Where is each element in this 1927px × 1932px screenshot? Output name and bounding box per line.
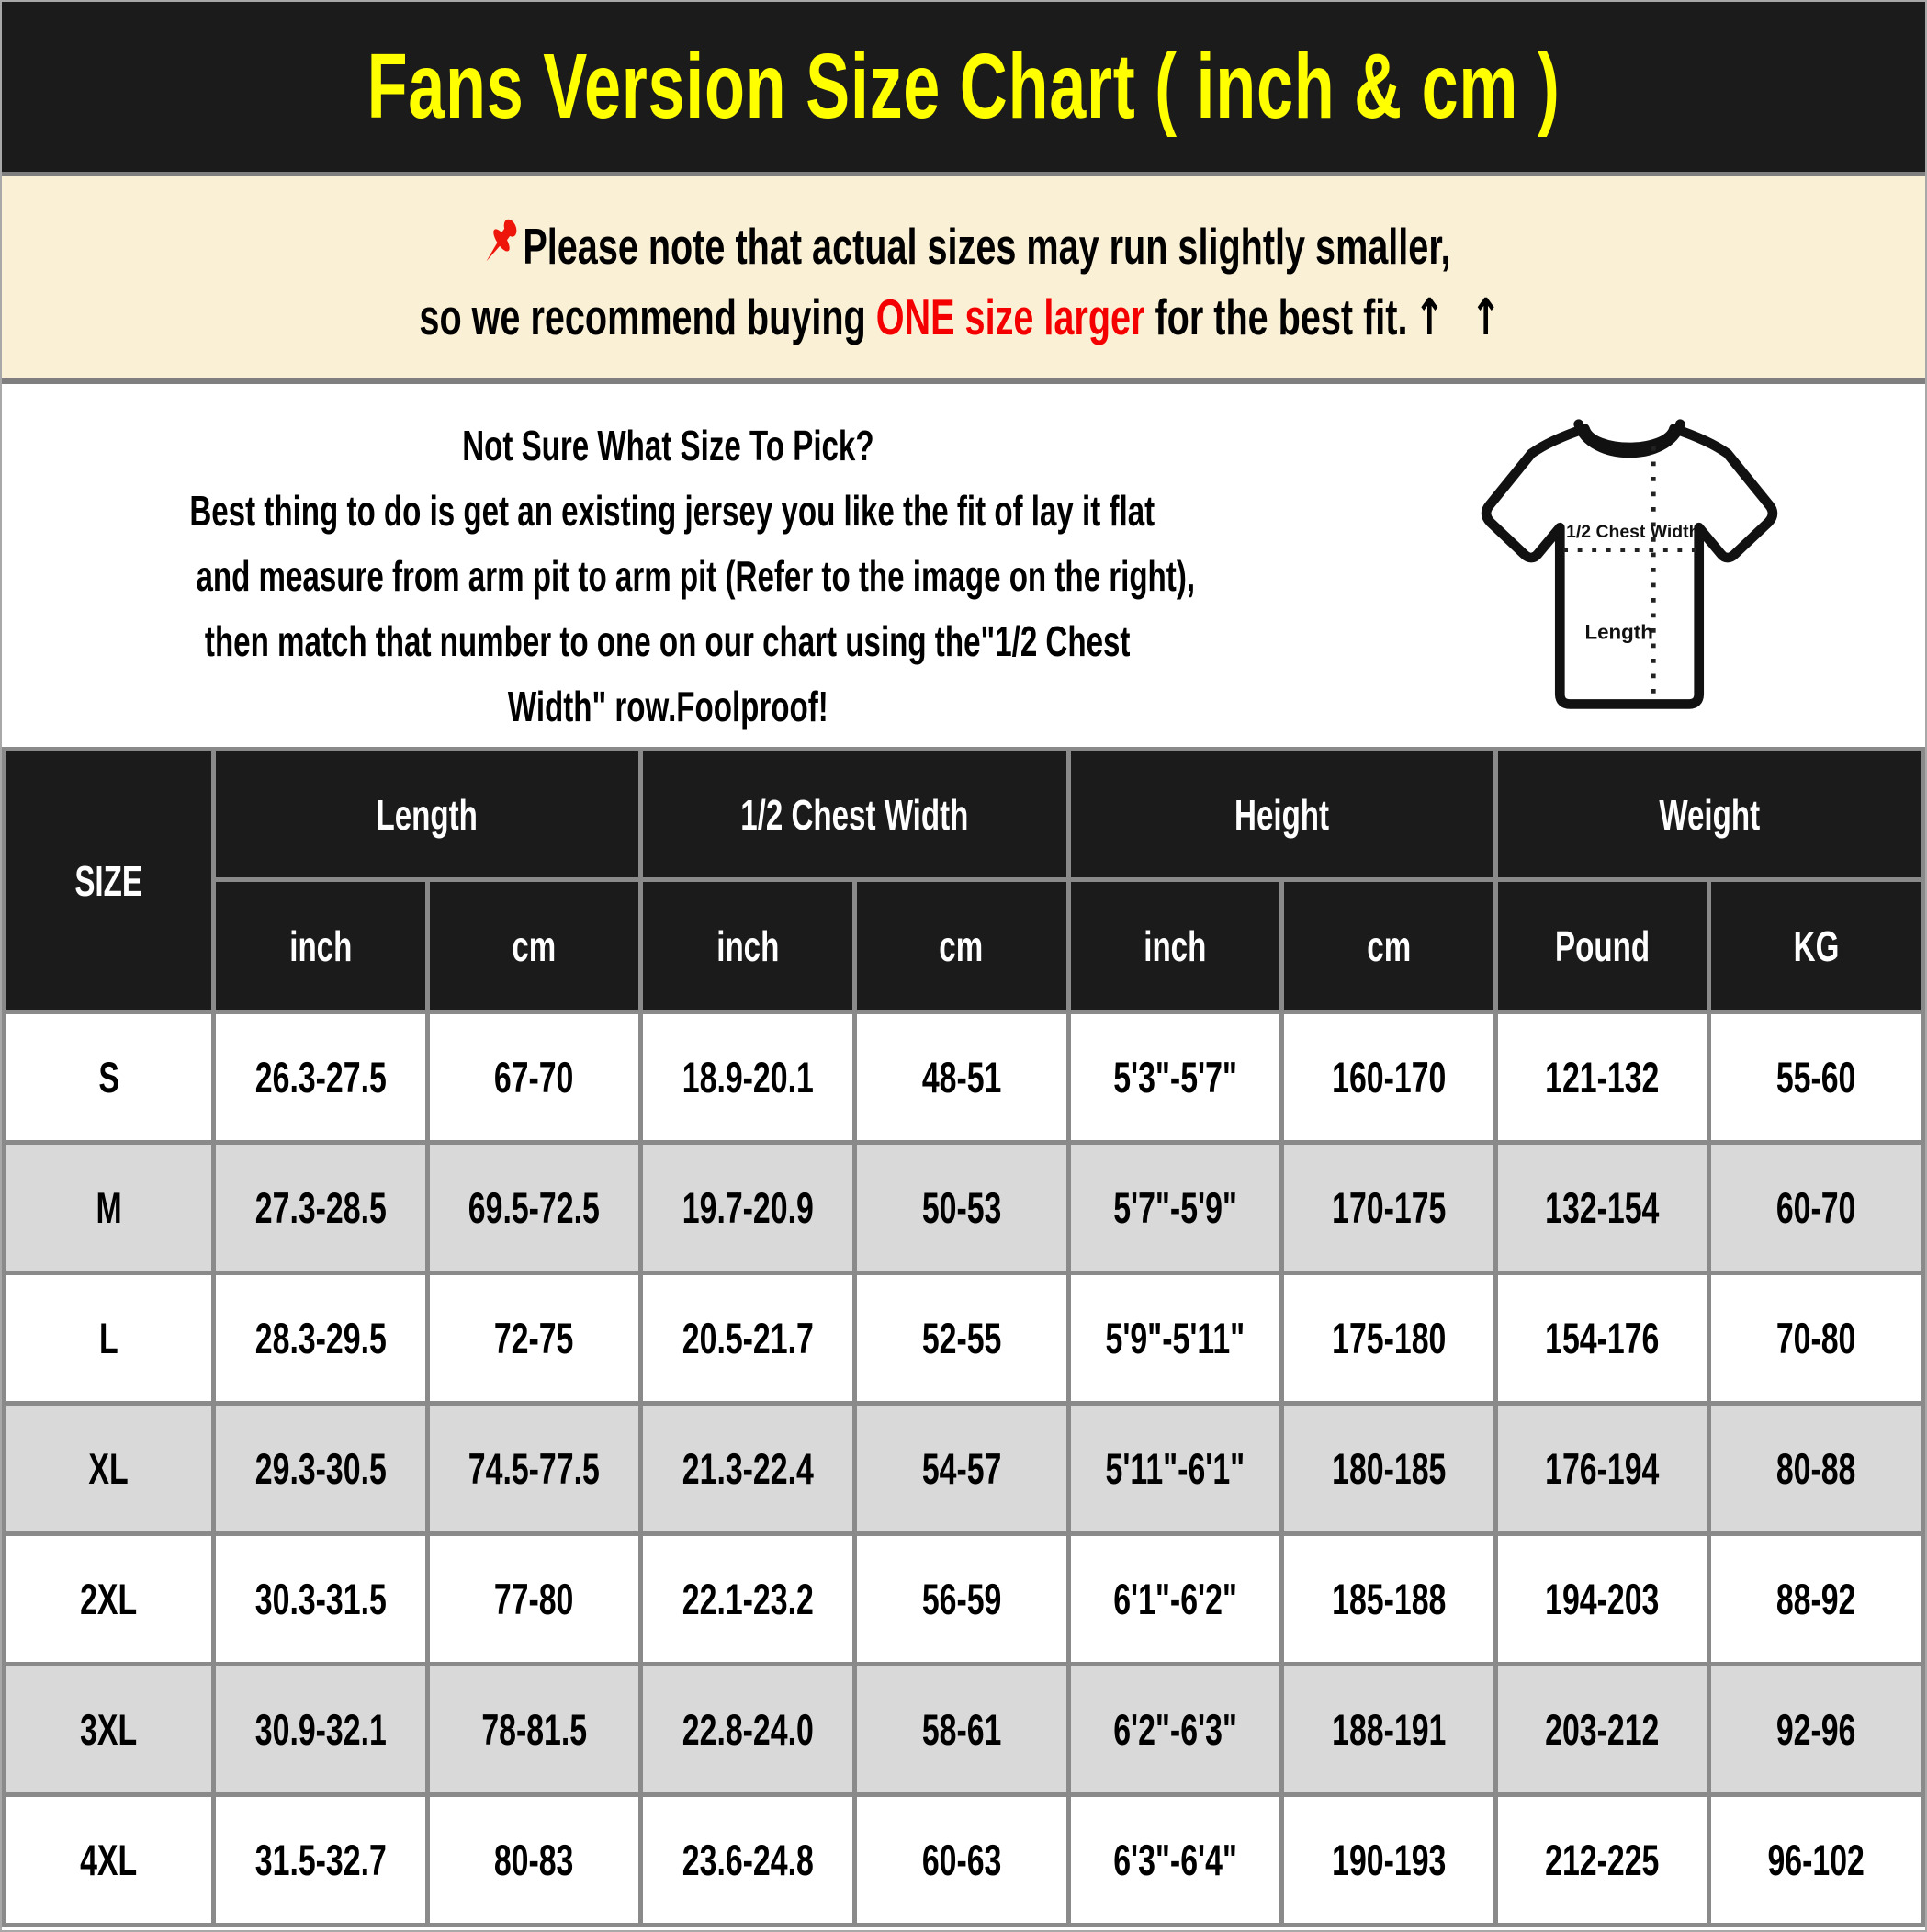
table-cell xyxy=(1709,1404,1923,1534)
cell-text: 30.9-32.1 xyxy=(254,1705,387,1754)
table-row-4xl xyxy=(5,1795,1923,1926)
notice-line-2-text-wrap xyxy=(419,289,1507,345)
table-cell xyxy=(1709,1665,1923,1795)
table-cell xyxy=(1709,1273,1923,1404)
table-cell xyxy=(427,1534,641,1665)
table-row-3xl xyxy=(5,1665,1923,1795)
table-cell xyxy=(1282,1143,1496,1273)
title-bar xyxy=(2,2,1925,176)
cell-text: 96-102 xyxy=(1767,1836,1865,1884)
size-cell xyxy=(5,1404,214,1534)
cell-text: 22.1-23.2 xyxy=(682,1575,814,1623)
table-cell xyxy=(641,1143,855,1273)
size-table-header xyxy=(5,750,1923,1012)
col-group-height-text: Height xyxy=(1234,790,1330,839)
cell-text: 58-61 xyxy=(921,1705,1001,1754)
cell-text: 56-59 xyxy=(921,1575,1001,1623)
notice-text-1: Please note that actual sizes may run slightly smaller, xyxy=(523,218,1452,275)
col-group-weight-text: Weight xyxy=(1658,790,1760,839)
cell-text: 20.5-21.7 xyxy=(682,1314,814,1362)
size-cell xyxy=(5,1273,214,1404)
col-header-chest-cm xyxy=(854,880,1068,1012)
size-text: 2XL xyxy=(80,1575,138,1623)
size-text: 4XL xyxy=(80,1836,138,1884)
unit-text: inch xyxy=(1144,921,1207,970)
size-cell xyxy=(5,1665,214,1795)
table-cell xyxy=(854,1534,1068,1665)
guide-line-4-text: Width" row.Foolproof! xyxy=(507,683,828,730)
table-cell xyxy=(1068,1795,1282,1926)
size-text: 3XL xyxy=(80,1705,138,1754)
table-cell xyxy=(1495,1404,1709,1534)
notice-emphasis: ONE size larger xyxy=(875,288,1145,345)
cell-text: 67-70 xyxy=(494,1053,574,1102)
table-cell xyxy=(1282,1012,1496,1143)
col-group-length-text: Length xyxy=(376,790,479,839)
cell-text: 92-96 xyxy=(1775,1705,1856,1754)
guide-line xyxy=(2,544,1334,609)
col-header-size xyxy=(5,750,214,1012)
table-cell xyxy=(427,1404,641,1534)
cell-text: 80-88 xyxy=(1775,1444,1856,1493)
size-cell xyxy=(5,1143,214,1273)
table-cell xyxy=(1495,1143,1709,1273)
cell-text: 180-185 xyxy=(1331,1444,1447,1493)
cell-text: 55-60 xyxy=(1775,1053,1856,1102)
table-cell xyxy=(854,1404,1068,1534)
cell-text: 69.5-72.5 xyxy=(468,1183,600,1232)
cell-text: 18.9-20.1 xyxy=(682,1053,814,1102)
cell-text: 5'7"-5'9" xyxy=(1112,1183,1237,1232)
table-cell xyxy=(854,1012,1068,1143)
table-cell xyxy=(1495,1012,1709,1143)
pushpin-icon xyxy=(476,210,524,277)
cell-text: 60-70 xyxy=(1775,1183,1856,1232)
table-cell xyxy=(854,1143,1068,1273)
table-cell xyxy=(1068,1273,1282,1404)
table-cell xyxy=(214,1534,428,1665)
guide-line-1-text: Best thing to do is get an existing jersey you like the fit of lay it flat xyxy=(189,487,1155,535)
table-cell xyxy=(427,1795,641,1926)
table-row-l xyxy=(5,1273,1923,1404)
col-header-chest-inch xyxy=(641,880,855,1012)
size-text: XL xyxy=(88,1444,130,1493)
cell-text: 22.8-24.0 xyxy=(682,1705,814,1754)
cell-text: 28.3-29.5 xyxy=(254,1314,387,1362)
table-cell xyxy=(214,1273,428,1404)
cell-text: 30.3-31.5 xyxy=(254,1575,387,1623)
cell-text: 77-80 xyxy=(494,1575,574,1623)
table-cell xyxy=(1709,1795,1923,1926)
cell-text: 88-92 xyxy=(1775,1575,1856,1623)
table-unit-header-row xyxy=(5,880,1923,1012)
guide-heading-text: Not Sure What Size To Pick? xyxy=(461,422,874,469)
cell-text: 5'3"-5'7" xyxy=(1112,1053,1237,1102)
table-cell xyxy=(854,1795,1068,1926)
guide-heading xyxy=(2,413,1334,479)
cell-text: 6'2"-6'3" xyxy=(1112,1705,1237,1754)
col-group-weight xyxy=(1495,750,1922,880)
cell-text: 160-170 xyxy=(1331,1053,1447,1102)
cell-text: 54-57 xyxy=(921,1444,1001,1493)
table-cell xyxy=(1282,1665,1496,1795)
guide-line xyxy=(2,609,1334,674)
cell-text: 6'3"-6'4" xyxy=(1112,1836,1237,1884)
guide-line-3-text: then match that number to one on our chart using the"1/2 Chest xyxy=(205,617,1131,665)
cell-text: 154-176 xyxy=(1545,1314,1660,1362)
unit-text: cm xyxy=(512,921,557,970)
notice-line-1 xyxy=(286,210,1640,277)
cell-text: 60-63 xyxy=(921,1836,1001,1884)
cell-text: 212-225 xyxy=(1545,1836,1660,1884)
table-cell xyxy=(214,1404,428,1534)
unit-text: KG xyxy=(1793,921,1840,970)
table-cell xyxy=(1068,1404,1282,1534)
table-cell xyxy=(641,1534,855,1665)
col-group-chest-width-text: 1/2 Chest Width xyxy=(740,790,969,839)
cell-text: 72-75 xyxy=(494,1314,574,1362)
col-header-weight-pound xyxy=(1495,880,1709,1012)
size-table xyxy=(2,747,1925,1927)
length-label: Length xyxy=(1584,620,1653,644)
table-cell xyxy=(641,1795,855,1926)
table-cell xyxy=(427,1143,641,1273)
cell-text: 176-194 xyxy=(1545,1444,1660,1493)
col-group-height xyxy=(1068,750,1495,880)
table-cell xyxy=(1495,1273,1709,1404)
table-cell xyxy=(854,1665,1068,1795)
col-header-height-cm xyxy=(1282,880,1496,1012)
size-cell xyxy=(5,1795,214,1926)
guide-line-2-text: and measure from arm pit to arm pit (Refer to the image on the right), xyxy=(196,552,1196,600)
cell-text: 6'1"-6'2" xyxy=(1112,1575,1237,1623)
notice-line-1-text-wrap xyxy=(476,210,1451,277)
table-cell xyxy=(1282,1273,1496,1404)
unit-text: inch xyxy=(288,921,352,970)
col-header-height-inch xyxy=(1068,880,1282,1012)
cell-text: 29.3-30.5 xyxy=(254,1444,387,1493)
cell-text: 175-180 xyxy=(1331,1314,1447,1362)
cell-text: 27.3-28.5 xyxy=(254,1183,387,1232)
cell-text: 48-51 xyxy=(921,1053,1001,1102)
cell-text: 70-80 xyxy=(1775,1314,1856,1362)
cell-text: 5'9"-5'11" xyxy=(1105,1314,1245,1362)
table-cell xyxy=(1709,1534,1923,1665)
table-cell xyxy=(1068,1143,1282,1273)
table-cell xyxy=(1282,1404,1496,1534)
table-cell xyxy=(214,1665,428,1795)
col-group-chest-width xyxy=(641,750,1068,880)
col-group-length xyxy=(214,750,641,880)
cell-text: 5'11"-6'1" xyxy=(1105,1444,1245,1493)
unit-text: cm xyxy=(1366,921,1411,970)
size-cell xyxy=(5,1534,214,1665)
table-cell xyxy=(214,1795,428,1926)
table-cell xyxy=(854,1273,1068,1404)
table-cell xyxy=(641,1665,855,1795)
table-cell xyxy=(1282,1534,1496,1665)
cell-text: 132-154 xyxy=(1545,1183,1660,1232)
table-group-header-row xyxy=(5,750,1923,880)
table-cell xyxy=(427,1273,641,1404)
chest-width-label: 1/2 Chest Width xyxy=(1566,521,1700,542)
col-header-weight-kg xyxy=(1709,880,1923,1012)
cell-text: 203-212 xyxy=(1545,1705,1660,1754)
cell-text: 52-55 xyxy=(921,1314,1001,1362)
table-cell xyxy=(1068,1534,1282,1665)
cell-text: 31.5-32.7 xyxy=(254,1836,387,1884)
size-text: S xyxy=(98,1053,119,1102)
cell-text: 194-203 xyxy=(1545,1575,1660,1623)
size-cell xyxy=(5,1012,214,1143)
unit-text: cm xyxy=(939,921,984,970)
cell-text: 21.3-22.4 xyxy=(682,1444,814,1493)
table-cell xyxy=(1495,1795,1709,1926)
table-row-s xyxy=(5,1012,1923,1143)
table-cell xyxy=(1282,1795,1496,1926)
cell-text: 23.6-24.8 xyxy=(682,1836,814,1884)
table-cell xyxy=(1709,1012,1923,1143)
guide-line xyxy=(2,479,1334,544)
notice-banner xyxy=(2,176,1925,384)
up-arrows-icon: ↑ ↑ xyxy=(1414,288,1508,346)
tshirt-icon xyxy=(1478,404,1781,728)
sizing-guide xyxy=(2,384,1925,747)
size-text: M xyxy=(96,1183,122,1232)
table-cell xyxy=(214,1143,428,1273)
notice-text-2-post: for the best fit. xyxy=(1144,288,1408,345)
page-title xyxy=(135,34,1792,140)
table-row-m xyxy=(5,1143,1923,1273)
cell-text: 80-83 xyxy=(494,1836,574,1884)
cell-text: 74.5-77.5 xyxy=(468,1444,600,1493)
size-text: L xyxy=(99,1314,118,1362)
cell-text: 19.7-20.9 xyxy=(682,1183,814,1232)
table-cell xyxy=(1495,1534,1709,1665)
table-cell xyxy=(1068,1665,1282,1795)
guide-line xyxy=(2,674,1334,740)
col-header-size-text: SIZE xyxy=(74,856,143,905)
cell-text: 26.3-27.5 xyxy=(254,1053,387,1102)
unit-text: Pound xyxy=(1555,921,1651,970)
unit-text: inch xyxy=(716,921,780,970)
cell-text: 185-188 xyxy=(1331,1575,1447,1623)
cell-text: 190-193 xyxy=(1331,1836,1447,1884)
table-cell xyxy=(427,1665,641,1795)
table-cell xyxy=(641,1012,855,1143)
sizing-guide-text xyxy=(2,384,1334,740)
table-cell xyxy=(641,1273,855,1404)
table-cell xyxy=(1495,1665,1709,1795)
cell-text: 170-175 xyxy=(1331,1183,1447,1232)
cell-text: 50-53 xyxy=(921,1183,1001,1232)
table-cell xyxy=(641,1404,855,1534)
cell-text: 188-191 xyxy=(1331,1705,1447,1754)
tshirt-diagram xyxy=(1334,384,1925,728)
notice-text-2-pre: so we recommend buying xyxy=(419,288,876,345)
table-cell xyxy=(1709,1143,1923,1273)
table-row-xl xyxy=(5,1404,1923,1534)
table-row-2xl xyxy=(5,1534,1923,1665)
table-cell xyxy=(214,1012,428,1143)
col-header-length-inch xyxy=(214,880,428,1012)
col-header-length-cm xyxy=(427,880,641,1012)
cell-text: 78-81.5 xyxy=(481,1705,587,1754)
page-title-text: Fans Version Size Chart ( inch & cm ) xyxy=(366,35,1561,138)
cell-text: 121-132 xyxy=(1545,1053,1660,1102)
table-cell xyxy=(427,1012,641,1143)
table-cell xyxy=(1068,1012,1282,1143)
notice-line-2 xyxy=(208,289,1719,345)
size-table-body xyxy=(5,1012,1923,1926)
